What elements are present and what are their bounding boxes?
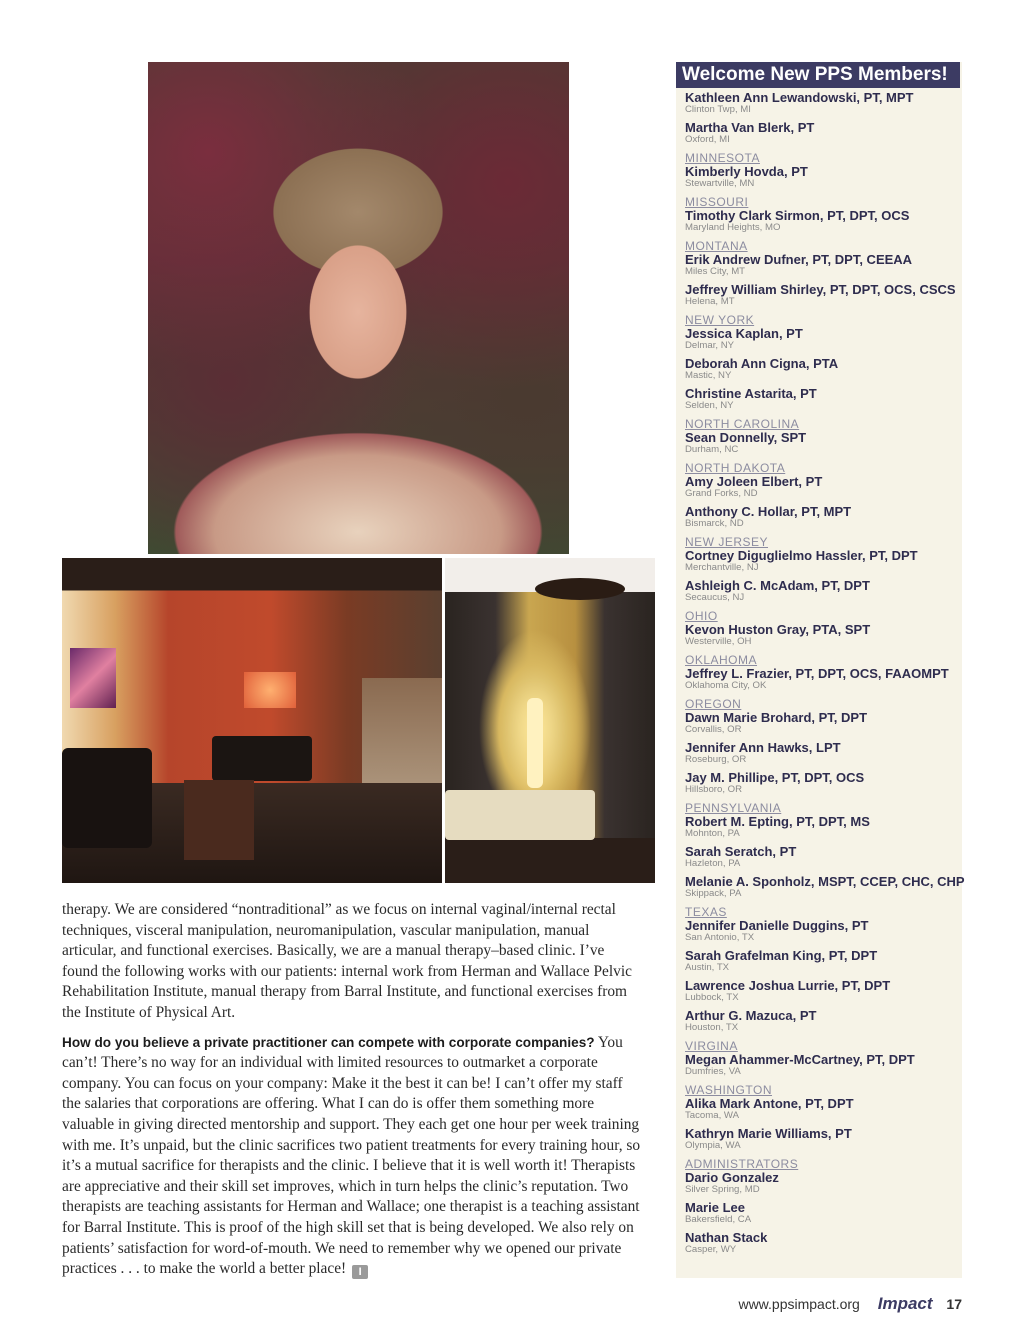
member-name: Kathryn Marie Williams, PT bbox=[685, 1126, 852, 1141]
member-entry bbox=[685, 505, 962, 535]
member-name: Deborah Ann Cigna, PTA bbox=[685, 356, 839, 371]
member-entry bbox=[685, 283, 962, 313]
member-entry bbox=[685, 165, 962, 195]
state-heading: OKLAHOMA bbox=[685, 653, 758, 667]
member-name: Christine Astarita, PT bbox=[685, 386, 817, 401]
member-name: Anthony C. Hollar, PT, MPT bbox=[685, 504, 852, 519]
member-entry bbox=[685, 387, 962, 417]
member-name: Timothy Clark Sirmon, PT, DPT, OCS bbox=[685, 208, 910, 223]
member-entry bbox=[685, 1053, 962, 1083]
member-name: Martha Van Blerk, PT bbox=[685, 120, 815, 135]
lobby-wall-art bbox=[244, 672, 296, 708]
member-name: Robert M. Epting, PT, DPT, MS bbox=[685, 814, 870, 829]
member-entry bbox=[685, 949, 962, 979]
member-name: Jeffrey William Shirley, PT, DPT, OCS, CSCS bbox=[685, 282, 956, 297]
member-location: Mohnton, PA bbox=[685, 828, 740, 839]
member-entry bbox=[685, 919, 962, 949]
lobby-sofa bbox=[212, 736, 312, 781]
member-location: Durham, NC bbox=[685, 444, 739, 455]
member-name: Kathleen Ann Lewandowski, PT, MPT bbox=[685, 90, 914, 105]
member-name: Cortney Diguglielmo Hassler, PT, DPT bbox=[685, 548, 918, 563]
member-entry bbox=[685, 431, 962, 461]
clinic-lobby-photo bbox=[62, 558, 442, 883]
member-name: Jeffrey L. Frazier, PT, DPT, OCS, FAAOMPT bbox=[685, 666, 949, 681]
state-heading: MINNESOTA bbox=[685, 151, 760, 165]
member-location: Dumfries, VA bbox=[685, 1066, 741, 1077]
member-entry bbox=[685, 1231, 962, 1261]
member-name: Jessica Kaplan, PT bbox=[685, 326, 803, 341]
member-location: Merchantville, NJ bbox=[685, 562, 759, 573]
member-entry bbox=[685, 1127, 962, 1157]
member-location: Olympia, WA bbox=[685, 1140, 741, 1151]
member-location: Delmar, NY bbox=[685, 340, 735, 351]
member-entry bbox=[685, 1097, 962, 1127]
member-location: Clinton Twp, MI bbox=[685, 104, 751, 115]
member-location: Selden, NY bbox=[685, 400, 734, 411]
member-name: Megan Ahammer-McCartney, PT, DPT bbox=[685, 1052, 915, 1067]
footer-url: www.ppsimpact.org bbox=[738, 1296, 860, 1312]
portrait-photo bbox=[148, 62, 569, 554]
member-entry bbox=[685, 815, 962, 845]
article-answer: You can’t! There’s no way for an individual with limited resources to outmarket a corporate company. You can focus on your company: Make it the best it can be! I can’t offer my staff the salaries that corporations are offering. What I can do is offer them something more valuable in giving directed mentorship and support. They each get one hour per week training with me. It’s unpaid, but the clinic sacrifices two patient treatments for every training hour, so it’s a mutual sacrifice for therapists and the clinic. I believe that it is well worth it! Therapists are appreciative and their skill set improves, which in turn helps the clinic’s reputation. Two therapists are teaching assistants for Herman and Wallace; one therapist is a teaching assistant for Barral Institute. This is proof of the high skill set that is being developed. We also rely on patients’ satisfaction for word-of-mouth. We need to remember why we opened our private practices . . . to make the world a better place! bbox=[62, 1033, 641, 1278]
member-location: Roseburg, OR bbox=[685, 754, 747, 765]
footer-brand: Impact bbox=[877, 1294, 933, 1313]
treatment-bed bbox=[445, 790, 595, 840]
member-name: Kevon Huston Gray, PTA, SPT bbox=[685, 622, 871, 637]
treatment-floor bbox=[445, 838, 655, 883]
lobby-table bbox=[184, 780, 254, 860]
member-location: Secaucus, NJ bbox=[685, 592, 745, 603]
member-name: Dario Gonzalez bbox=[685, 1170, 779, 1185]
article-paragraph: therapy. We are considered “nontraditional” as we focus on internal vaginal/internal rectal techniques, visceral manipulation, neuromanipulation, vascular manipulation, manual articular, and functional exercises. Basically, we are a manual therapy–based clinic. I’ve found the following works with our patients: internal work from Herman and Wallace Pelvic Rehabilitation Institute, manual therapy from Barral Institute, and functional exercises from the Institute of Physical Art. bbox=[62, 901, 632, 1021]
member-name: Marie Lee bbox=[685, 1200, 745, 1215]
member-location: Lubbock, TX bbox=[685, 992, 739, 1003]
member-location: Bismarck, ND bbox=[685, 518, 744, 529]
member-entry bbox=[685, 579, 962, 609]
floor-lamp bbox=[527, 698, 543, 788]
member-location: Houston, TX bbox=[685, 1022, 739, 1033]
member-entry bbox=[685, 1009, 962, 1039]
page-footer bbox=[738, 1294, 962, 1314]
member-location: Maryland Heights, MO bbox=[685, 222, 781, 233]
state-heading: NORTH CAROLINA bbox=[685, 417, 800, 431]
state-heading: TEXAS bbox=[685, 905, 727, 919]
member-name: Jennifer Danielle Duggins, PT bbox=[685, 918, 869, 933]
member-name: Jay M. Phillipe, PT, DPT, OCS bbox=[685, 770, 865, 785]
member-name: Alika Mark Antone, PT, DPT bbox=[685, 1096, 854, 1111]
member-location: Austin, TX bbox=[685, 962, 730, 973]
member-location: San Antonio, TX bbox=[685, 932, 755, 943]
member-name: Sarah Grafelman King, PT, DPT bbox=[685, 948, 878, 963]
member-entry bbox=[685, 667, 962, 697]
treatment-room-photo bbox=[445, 558, 655, 883]
member-location: Bakersfield, CA bbox=[685, 1214, 752, 1225]
article-question: How do you believe a private practitioner can compete with corporate companies? bbox=[62, 1034, 595, 1050]
member-entry bbox=[685, 91, 962, 121]
member-location: Oxford, MI bbox=[685, 134, 730, 145]
member-entry bbox=[685, 874, 965, 905]
member-name: Sarah Seratch, PT bbox=[685, 844, 797, 859]
member-location: Silver Spring, MD bbox=[685, 1184, 760, 1195]
member-location: Oklahoma City, OK bbox=[685, 680, 767, 691]
member-name: Jennifer Ann Hawks, LPT bbox=[685, 740, 841, 755]
state-heading: MISSOURI bbox=[685, 195, 749, 209]
member-list bbox=[676, 88, 965, 1261]
sidebar-title: Welcome New PPS Members! bbox=[676, 62, 960, 88]
state-heading: NEW YORK bbox=[685, 313, 755, 327]
state-heading: VIRGINA bbox=[685, 1039, 738, 1053]
member-name: Lawrence Joshua Lurrie, PT, DPT bbox=[685, 978, 891, 993]
member-location: Hillsboro, OR bbox=[685, 784, 743, 795]
member-name: Ashleigh C. McAdam, PT, DPT bbox=[685, 578, 870, 593]
member-entry bbox=[685, 121, 962, 151]
member-name: Melanie A. Sponholz, MSPT, CCEP, CHC, CHP bbox=[685, 874, 965, 889]
new-members-sidebar bbox=[676, 62, 965, 1278]
member-name: Dawn Marie Brohard, PT, DPT bbox=[685, 710, 868, 725]
member-entry bbox=[685, 327, 962, 357]
member-name: Erik Andrew Dufner, PT, DPT, CEEAA bbox=[685, 252, 913, 267]
member-entry bbox=[685, 475, 962, 505]
member-name: Nathan Stack bbox=[685, 1230, 768, 1245]
member-location: Hazleton, PA bbox=[685, 858, 741, 869]
member-entry bbox=[685, 549, 962, 579]
member-entry bbox=[685, 771, 962, 801]
article-body bbox=[62, 900, 642, 1289]
member-entry bbox=[685, 623, 962, 653]
member-entry bbox=[685, 979, 962, 1009]
end-of-article-icon: I bbox=[352, 1265, 368, 1279]
member-entry bbox=[685, 711, 962, 741]
member-entry bbox=[685, 209, 962, 239]
ceiling-fan bbox=[535, 578, 625, 600]
member-entry bbox=[685, 741, 962, 771]
member-name: Arthur G. Mazuca, PT bbox=[685, 1008, 817, 1023]
member-location: Grand Forks, ND bbox=[685, 488, 758, 499]
member-entry bbox=[685, 253, 962, 283]
member-entry bbox=[685, 357, 962, 387]
member-location: Corvallis, OR bbox=[685, 724, 742, 735]
member-name: Sean Donnelly, SPT bbox=[685, 430, 807, 445]
member-location: Westerville, OH bbox=[685, 636, 752, 647]
article-qa bbox=[62, 1033, 642, 1280]
member-entry bbox=[685, 1201, 962, 1231]
member-location: Stewartville, MN bbox=[685, 178, 755, 189]
state-heading: NORTH DAKOTA bbox=[685, 461, 786, 475]
lobby-chairs bbox=[62, 748, 152, 848]
member-location: Casper, WY bbox=[685, 1244, 737, 1255]
lobby-side-art bbox=[70, 648, 116, 708]
member-entry bbox=[685, 1171, 962, 1201]
member-location: Helena, MT bbox=[685, 296, 735, 307]
state-heading: WASHINGTON bbox=[685, 1083, 773, 1097]
state-heading: MONTANA bbox=[685, 239, 748, 253]
member-location: Skippack, PA bbox=[685, 888, 742, 899]
member-location: Mastic, NY bbox=[685, 370, 732, 381]
state-heading: OREGON bbox=[685, 697, 742, 711]
member-entry bbox=[685, 845, 962, 875]
member-location: Miles City, MT bbox=[685, 266, 746, 277]
member-location: Tacoma, WA bbox=[685, 1110, 740, 1121]
member-name: Amy Joleen Elbert, PT bbox=[685, 474, 823, 489]
state-heading: OHIO bbox=[685, 609, 718, 623]
state-heading: PENNSYLVANIA bbox=[685, 801, 782, 815]
state-heading: NEW JERSEY bbox=[685, 535, 769, 549]
member-name: Kimberly Hovda, PT bbox=[685, 164, 808, 179]
state-heading: ADMINISTRATORS bbox=[685, 1157, 799, 1171]
page-number: 17 bbox=[946, 1296, 962, 1312]
